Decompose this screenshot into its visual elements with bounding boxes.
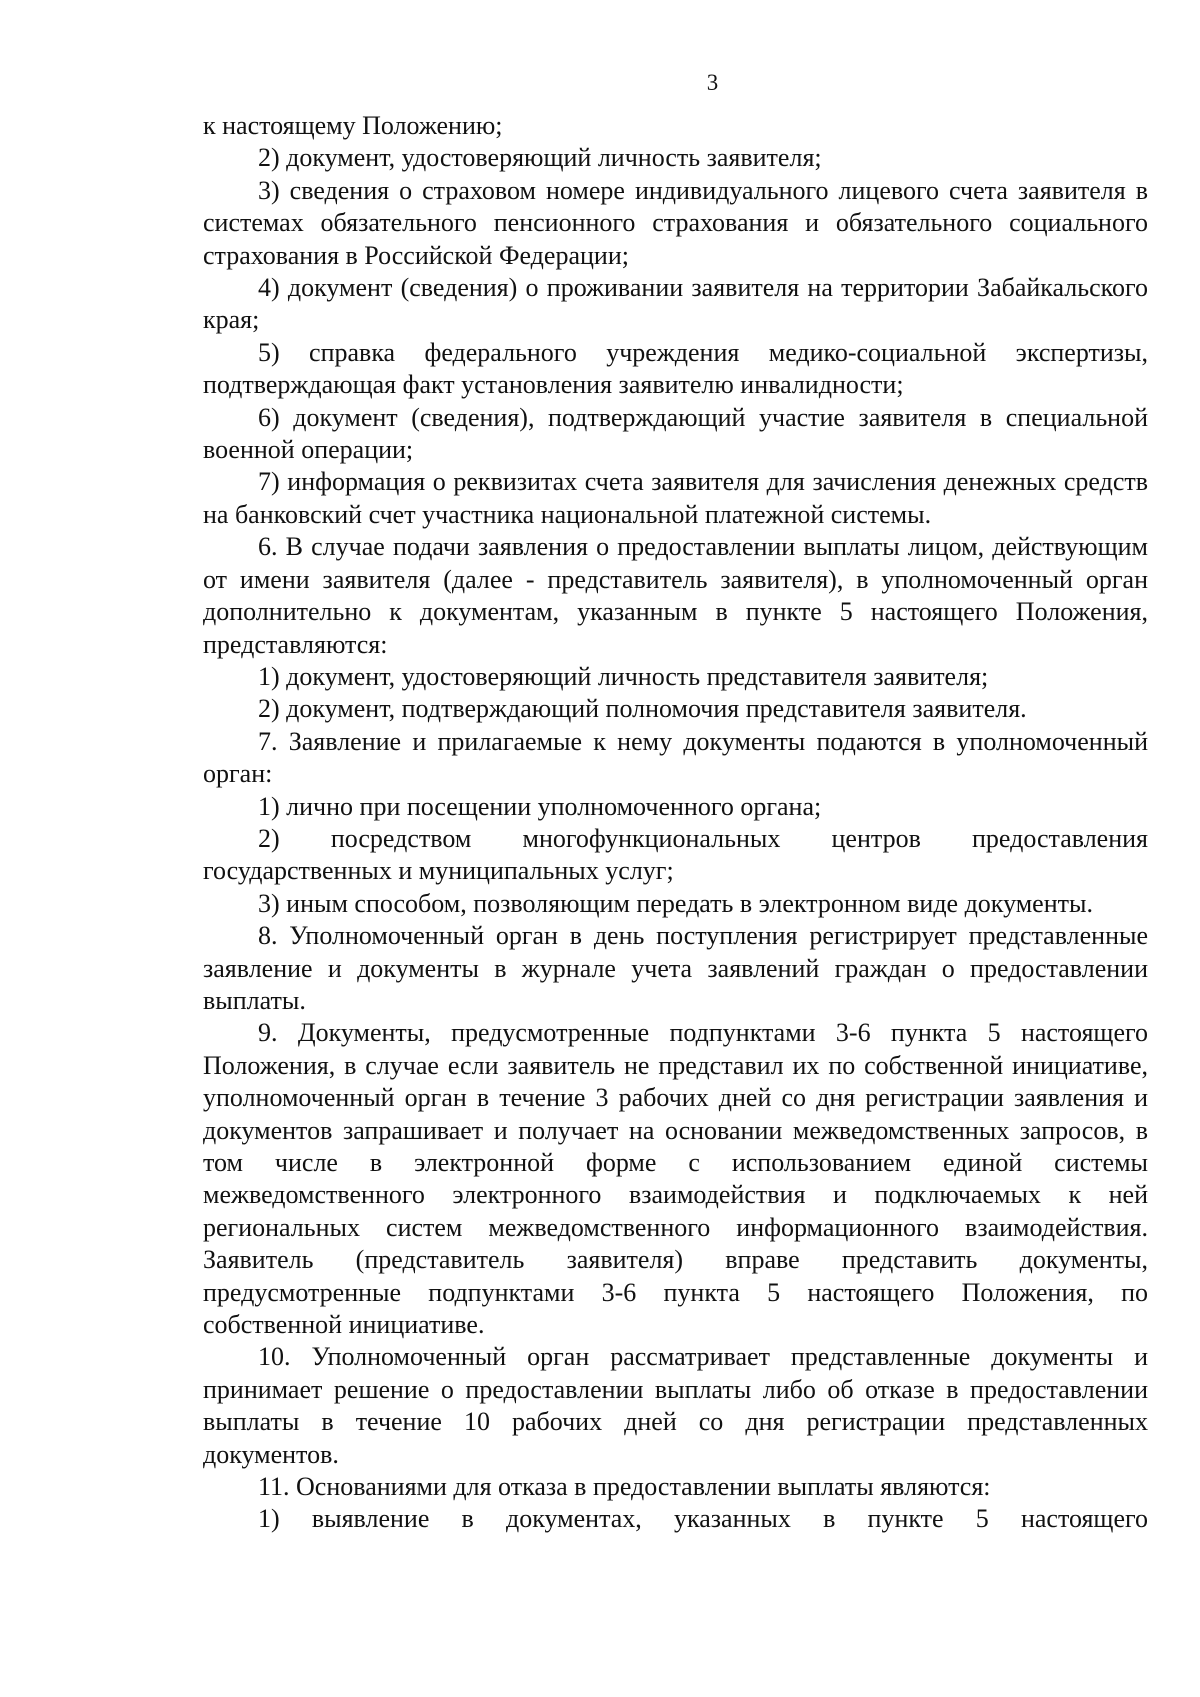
paragraph-clause-8: 8. Уполномоченный орган в день поступления регистрирует представленные заявление и документы в журнале учета заявлений граждан о предоставлении выплаты.	[203, 921, 1148, 1015]
paragraph-item-3-insurance-number: 3) сведения о страховом номере индивидуального лицевого счета заявителя в системах обязательного пенсионного страхования и обязательного социального страхования в Российской Федерации;	[203, 175, 1148, 270]
paragraph-clause-7-item-1: 1) лично при посещении уполномоченного органа;	[258, 791, 822, 821]
paragraph-item-6-military-operation: 6) документ (сведения), подтверждающий участие заявителя в специальной военной операции;	[203, 402, 1148, 465]
paragraph-clause-11: 11. Основаниями для отказа в предоставлении выплаты являются:	[258, 1472, 991, 1502]
paragraph-item-7-bank-details: 7) информация о реквизитах счета заявителя для зачисления денежных средств на банковский счет участника национальной платежной системы.	[203, 467, 1148, 529]
page-number: 3	[706, 70, 719, 95]
paragraph-continuation: к настоящему Положению;	[203, 111, 503, 140]
paragraph-clause-11-item-1: 1) выявление в документах, указанных в пункте 5 настоящего	[258, 1504, 1148, 1534]
paragraph-item-2-identity-document: 2) документ, удостоверяющий личность заявителя;	[258, 143, 822, 173]
paragraph-clause-6-item-1: 1) документ, удостоверяющий личность представителя заявителя;	[258, 661, 989, 691]
paragraph-clause-6-item-2: 2) документ, подтверждающий полномочия представителя заявителя.	[258, 694, 1027, 724]
paragraph-clause-9: 9. Документы, предусмотренные подпунктами 3-6 пункта 5 настоящего Положения, в случае если заявитель не представил их по собственной инициативе, уполномоченный орган в течение 3 рабочих дней со дня регистрации заявления и документов запрашивает и получает на основании межведомственных запросов, в том числе в электронной форме с использованием единой системы межведомственного электронного взаимодействия и подключаемых к ней региональных систем межведомственного информационного взаимодействия. Заявитель (представитель заявителя) вправе представить документы, предусмотренные подпунктами 3-6 пункта 5 настоящего Положения, по собственной инициативе.	[203, 1018, 1148, 1340]
paragraph-clause-7-item-3: 3) иным способом, позволяющим передать в электронном виде документы.	[258, 888, 1093, 918]
paragraph-clause-10: 10. Уполномоченный орган рассматривает представленные документы и принимает решение о предоставлении выплаты либо об отказе в предоставлении выплаты в течение 10 рабочих дней со дня регистрации представленных документов.	[203, 1342, 1148, 1469]
paragraph-item-4-residence: 4) документ (сведения) о проживании заявителя на территории Забайкальского края;	[203, 273, 1148, 335]
paragraph-item-5-disability-certificate: 5) справка федерального учреждения медико-социальной экспертизы, подтверждающая факт установления заявителю инвалидности;	[203, 337, 1148, 400]
paragraph-clause-6: 6. В случае подачи заявления о предоставлении выплаты лицом, действующим от имени заявителя (далее - представитель заявителя), в уполномоченный орган дополнительно к документам, указанным в пункте 5 настоящего Положения, представляются:	[203, 532, 1148, 659]
paragraph-clause-7-item-2: 2) посредством многофункциональных центров предоставления государственных и муниципальных услуг;	[203, 823, 1148, 886]
paragraph-clause-7: 7. Заявление и прилагаемые к нему документы подаются в уполномоченный орган:	[203, 726, 1148, 789]
